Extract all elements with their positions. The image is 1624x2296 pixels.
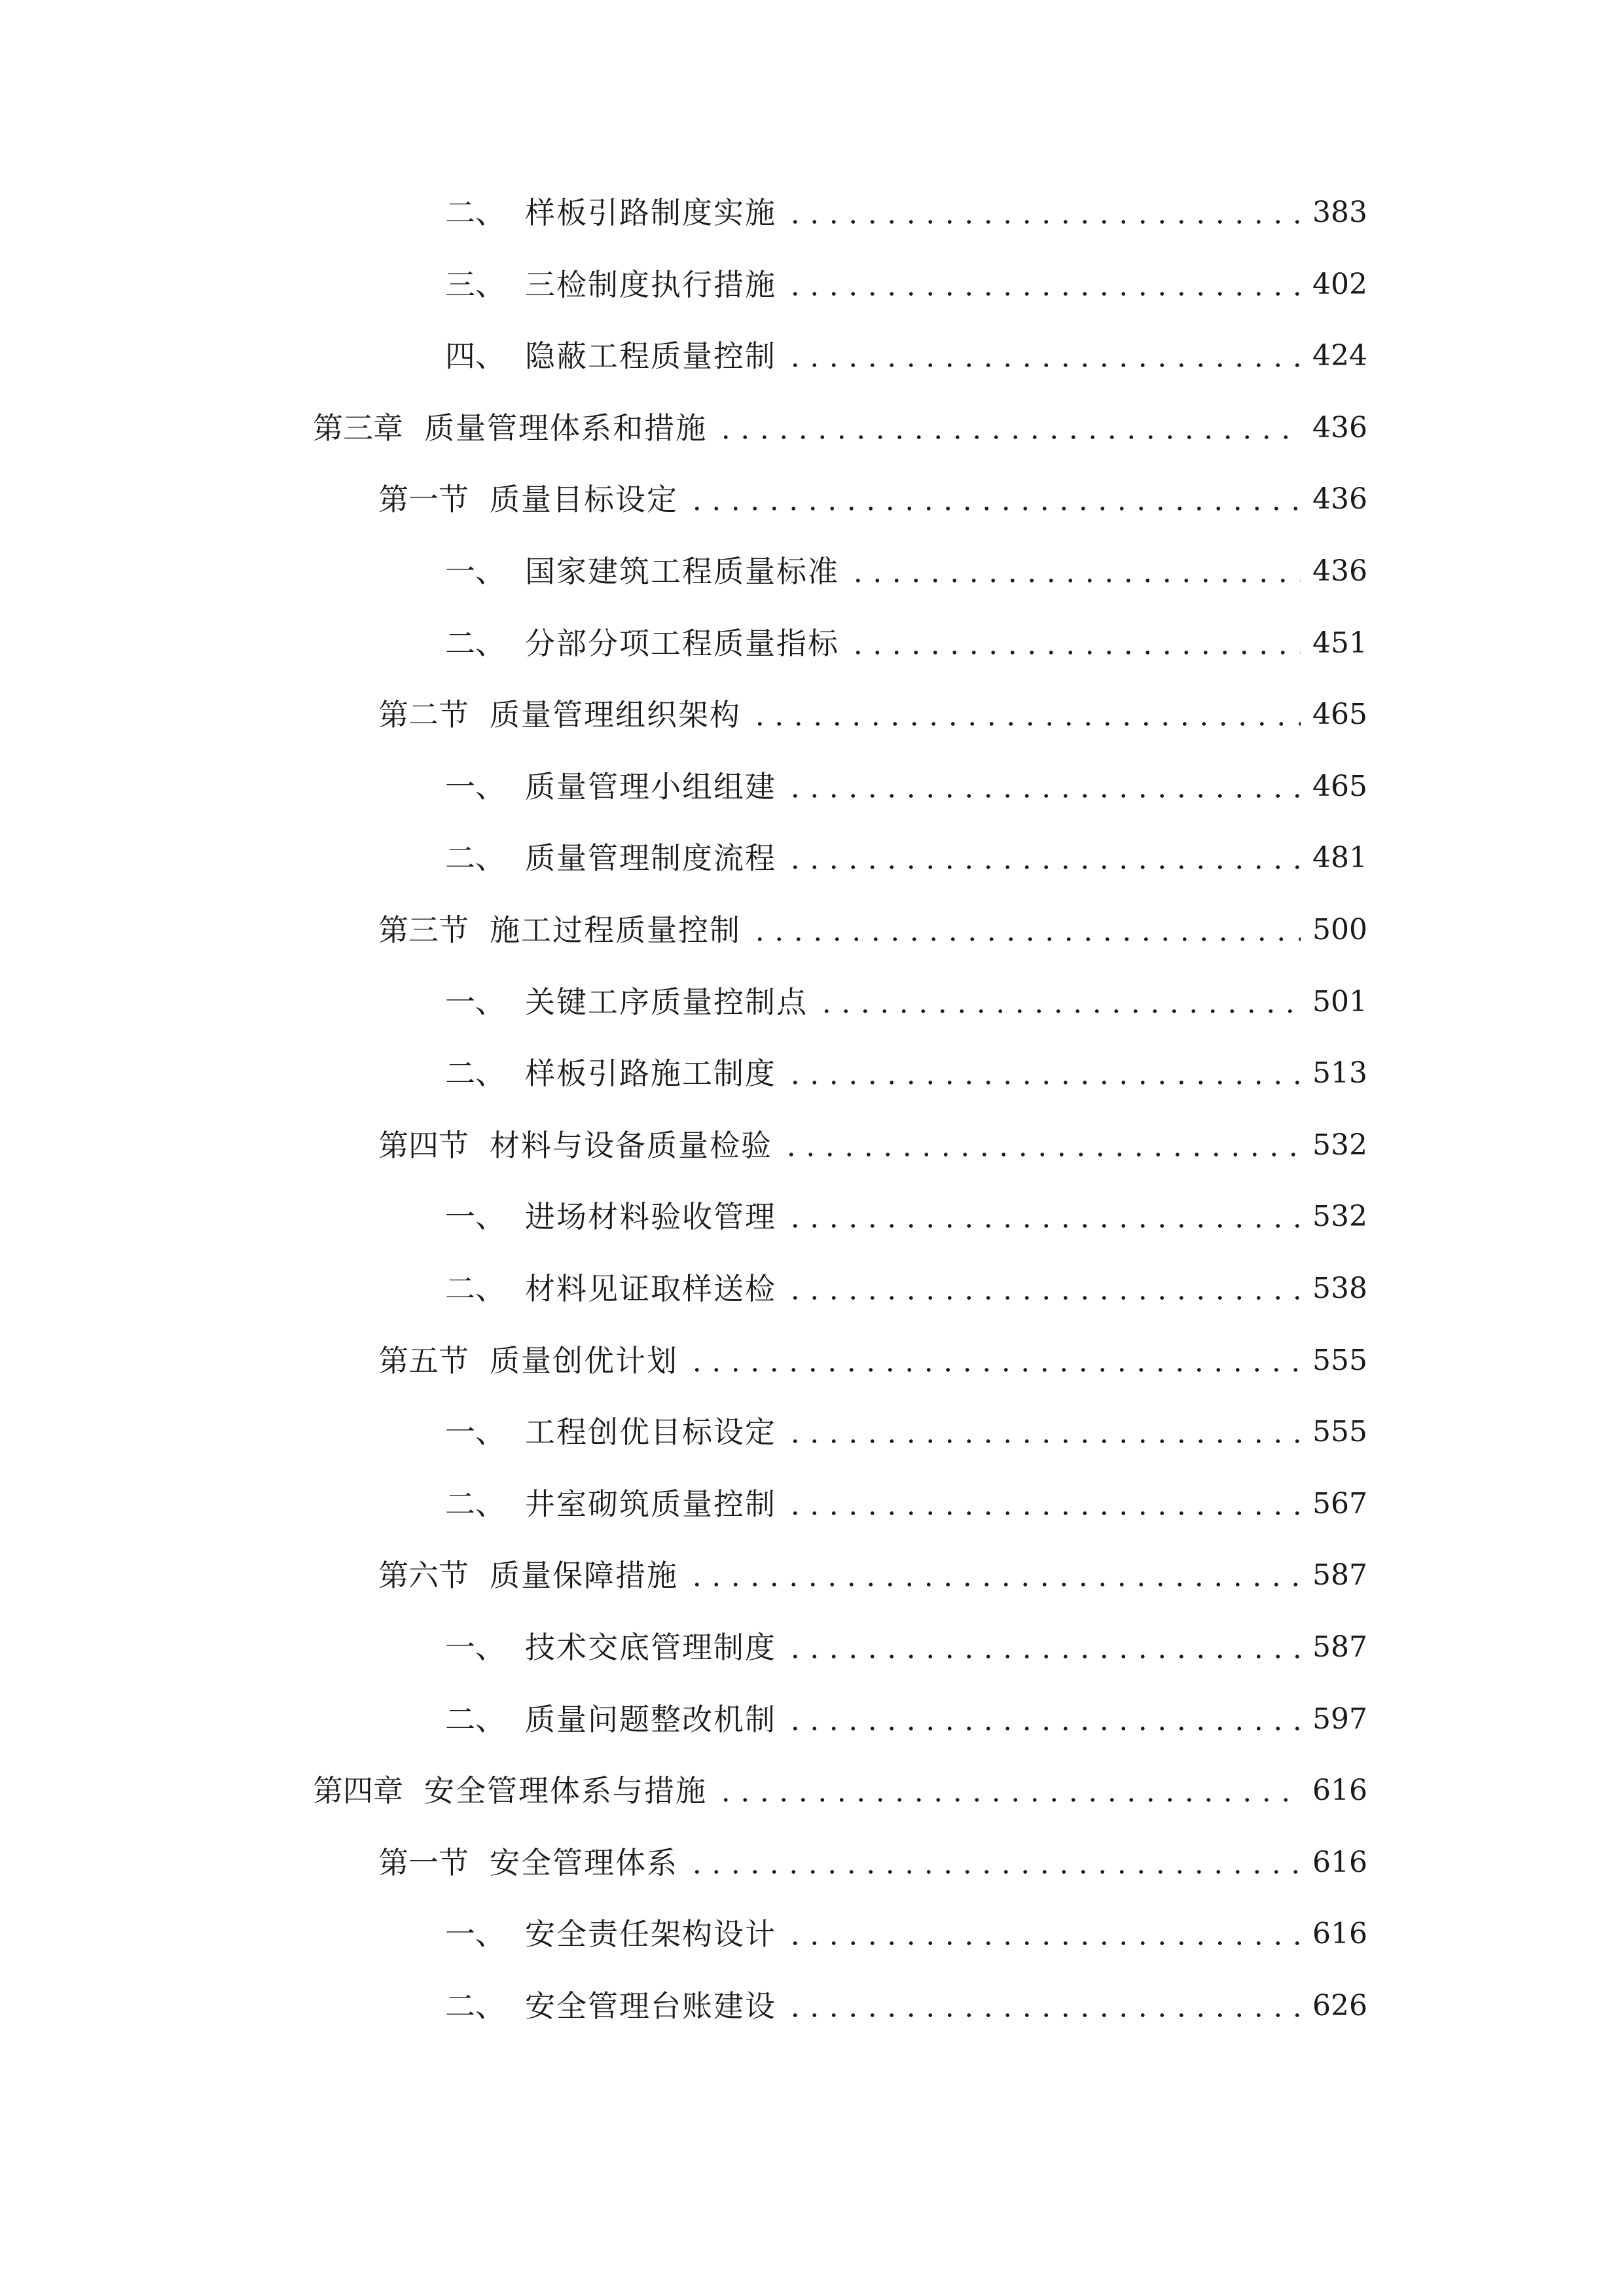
dot-leader xyxy=(785,1696,1301,1742)
toc-entry-title: 隐蔽工程质量控制 xyxy=(525,338,776,374)
dot-leader xyxy=(848,548,1301,594)
toc-entry-marker: 二、 xyxy=(445,195,505,230)
toc-entry-title: 安全责任架构设计 xyxy=(525,1916,776,1952)
toc-entry-marker: 二、 xyxy=(445,1056,505,1092)
toc-entry-title: 施工过程质量控制 xyxy=(490,912,741,948)
toc-entry-page-number: 597 xyxy=(1312,1702,1367,1736)
toc-entry-title: 工程创优目标设定 xyxy=(525,1414,776,1450)
toc-entry-page-number: 383 xyxy=(1312,196,1367,229)
toc-entry[interactable] xyxy=(313,1768,1367,1814)
dot-leader xyxy=(785,1266,1301,1312)
toc-entry-marker: 四、 xyxy=(445,338,505,374)
toc-entry[interactable] xyxy=(445,1911,1367,1957)
toc-entry-page-number: 402 xyxy=(1312,267,1367,301)
toc-entry-page-number: 436 xyxy=(1312,554,1367,588)
toc-entry-marker: 第二节 xyxy=(378,697,469,733)
toc-entry-title: 质量创优计划 xyxy=(490,1342,678,1378)
toc-entry[interactable] xyxy=(445,333,1367,379)
toc-entry-marker: 二、 xyxy=(445,1486,505,1522)
toc-entry[interactable] xyxy=(445,1050,1367,1096)
toc-entry-page-number: 481 xyxy=(1312,841,1367,875)
toc-entry[interactable] xyxy=(445,764,1367,810)
toc-entry[interactable] xyxy=(445,1409,1367,1455)
toc-entry-marker: 一、 xyxy=(445,1199,505,1235)
toc-entry-title: 质量管理小组组建 xyxy=(525,768,776,804)
dot-leader xyxy=(687,1338,1301,1384)
toc-entry[interactable] xyxy=(445,190,1367,236)
toc-entry[interactable] xyxy=(445,1624,1367,1670)
toc-entry-title: 样板引路施工制度 xyxy=(525,1056,776,1092)
dot-leader xyxy=(785,1911,1301,1957)
toc-entry-title: 井室砌筑质量控制 xyxy=(525,1486,776,1522)
dot-leader xyxy=(785,1194,1301,1240)
toc-entry[interactable] xyxy=(445,835,1367,881)
toc-entry-title: 安全管理体系 xyxy=(490,1844,678,1880)
toc-entry-page-number: 616 xyxy=(1312,1774,1367,1808)
toc-entry-marker: 一、 xyxy=(445,768,505,804)
toc-entry-page-number: 587 xyxy=(1312,1558,1367,1592)
toc-entry[interactable] xyxy=(445,1481,1367,1527)
dot-leader xyxy=(785,1983,1301,2029)
toc-entry-page-number: 538 xyxy=(1312,1272,1367,1305)
dot-leader xyxy=(716,405,1301,451)
dot-leader xyxy=(785,835,1301,881)
dot-leader xyxy=(785,333,1301,379)
toc-entry-marker: 第五节 xyxy=(378,1342,469,1378)
toc-entry-title: 安全管理台账建设 xyxy=(525,1988,776,2024)
toc-entry[interactable] xyxy=(378,907,1367,953)
dot-leader xyxy=(782,1122,1301,1168)
toc-entry-page-number: 587 xyxy=(1312,1630,1367,1664)
toc-entry[interactable] xyxy=(445,1194,1367,1240)
toc-entry-title: 质量管理制度流程 xyxy=(525,840,776,876)
toc-entry-page-number: 513 xyxy=(1312,1056,1367,1090)
toc-entry-marker: 第一节 xyxy=(378,1844,469,1880)
toc-entry[interactable] xyxy=(378,692,1367,738)
toc-entry-title: 技术交底管理制度 xyxy=(525,1630,776,1665)
toc-entry-marker: 二、 xyxy=(445,1701,505,1737)
toc-entry[interactable] xyxy=(378,1338,1367,1384)
toc-entry-marker: 一、 xyxy=(445,1916,505,1952)
toc-entry-marker: 一、 xyxy=(445,1414,505,1450)
toc-entry-title: 安全管理体系与措施 xyxy=(424,1773,707,1809)
toc-entry-title: 样板引路制度实施 xyxy=(525,195,776,230)
toc-entry-marker: 一、 xyxy=(445,984,505,1020)
dot-leader xyxy=(785,1481,1301,1527)
toc-entry-marker: 二、 xyxy=(445,625,505,661)
dot-leader xyxy=(687,1552,1301,1598)
toc-entry-page-number: 465 xyxy=(1312,698,1367,732)
toc-entry-page-number: 465 xyxy=(1312,769,1367,803)
toc-entry[interactable] xyxy=(445,1266,1367,1312)
toc-entry-page-number: 626 xyxy=(1312,1989,1367,2022)
toc-entry-title: 质量管理组织架构 xyxy=(490,697,741,733)
toc-entry[interactable] xyxy=(445,1696,1367,1742)
dot-leader xyxy=(817,979,1301,1025)
toc-entry-page-number: 567 xyxy=(1312,1486,1367,1520)
toc-entry-title: 质量管理体系和措施 xyxy=(424,410,707,446)
toc-entry-title: 材料见证取样送检 xyxy=(525,1271,776,1306)
toc-entry[interactable] xyxy=(445,548,1367,594)
toc-entry-page-number: 532 xyxy=(1312,1200,1367,1234)
dot-leader xyxy=(848,620,1301,666)
toc-entry-page-number: 424 xyxy=(1312,339,1367,373)
toc-entry-page-number: 501 xyxy=(1312,984,1367,1018)
toc-entry-page-number: 616 xyxy=(1312,1845,1367,1879)
toc-entry-marker: 三、 xyxy=(445,266,505,302)
toc-entry-marker: 第三章 xyxy=(313,410,403,446)
dot-leader xyxy=(785,1624,1301,1670)
dot-leader xyxy=(785,1409,1301,1455)
toc-entry-page-number: 532 xyxy=(1312,1128,1367,1162)
toc-entry-marker: 第四章 xyxy=(313,1773,403,1809)
toc-entry[interactable] xyxy=(313,405,1367,451)
toc-entry-marker: 第六节 xyxy=(378,1558,469,1594)
toc-entry-marker: 二、 xyxy=(445,840,505,876)
toc-entry[interactable] xyxy=(378,1552,1367,1598)
dot-leader xyxy=(785,1050,1301,1096)
toc-entry-marker: 第三节 xyxy=(378,912,469,948)
toc-entry-marker: 二、 xyxy=(445,1271,505,1306)
toc-entry-page-number: 451 xyxy=(1312,626,1367,660)
toc-entry-title: 质量目标设定 xyxy=(490,482,678,518)
toc-entry-title: 质量问题整改机制 xyxy=(525,1701,776,1737)
toc-entry-marker: 一、 xyxy=(445,1630,505,1665)
toc-entry-title: 分部分项工程质量指标 xyxy=(525,625,839,661)
toc-entry[interactable] xyxy=(378,1840,1367,1886)
toc-entry[interactable] xyxy=(378,1122,1367,1168)
dot-leader xyxy=(785,262,1301,308)
toc-entry-title: 国家建筑工程质量标准 xyxy=(525,554,839,589)
toc-entry-marker: 一、 xyxy=(445,554,505,589)
toc-entry[interactable] xyxy=(378,476,1367,522)
toc-entry-marker: 第一节 xyxy=(378,482,469,518)
toc-entry[interactable] xyxy=(445,979,1367,1025)
dot-leader xyxy=(750,692,1301,738)
toc-entry-page-number: 500 xyxy=(1312,913,1367,946)
toc-entry[interactable] xyxy=(445,1983,1367,2029)
toc-entry-title: 材料与设备质量检验 xyxy=(490,1127,772,1163)
dot-leader xyxy=(716,1768,1301,1814)
toc-entry-title: 三检制度执行措施 xyxy=(525,266,776,302)
dot-leader xyxy=(687,1840,1301,1886)
toc-entry[interactable] xyxy=(445,620,1367,666)
dot-leader xyxy=(785,190,1301,236)
dot-leader xyxy=(750,907,1301,953)
toc-entry-page-number: 555 xyxy=(1312,1343,1367,1377)
toc-entry-title: 质量保障措施 xyxy=(490,1558,678,1594)
toc-entry-title: 进场材料验收管理 xyxy=(525,1199,776,1235)
dot-leader xyxy=(785,764,1301,810)
toc-entry-page-number: 436 xyxy=(1312,482,1367,516)
toc-entry-marker: 二、 xyxy=(445,1988,505,2024)
toc-entry-marker: 第四节 xyxy=(378,1127,469,1163)
toc-entry-page-number: 616 xyxy=(1312,1917,1367,1951)
toc-entry-title: 关键工序质量控制点 xyxy=(525,984,808,1020)
toc-entry-page-number: 436 xyxy=(1312,410,1367,444)
dot-leader xyxy=(687,476,1301,522)
toc-entry[interactable] xyxy=(445,262,1367,308)
toc-entry-page-number: 555 xyxy=(1312,1415,1367,1449)
